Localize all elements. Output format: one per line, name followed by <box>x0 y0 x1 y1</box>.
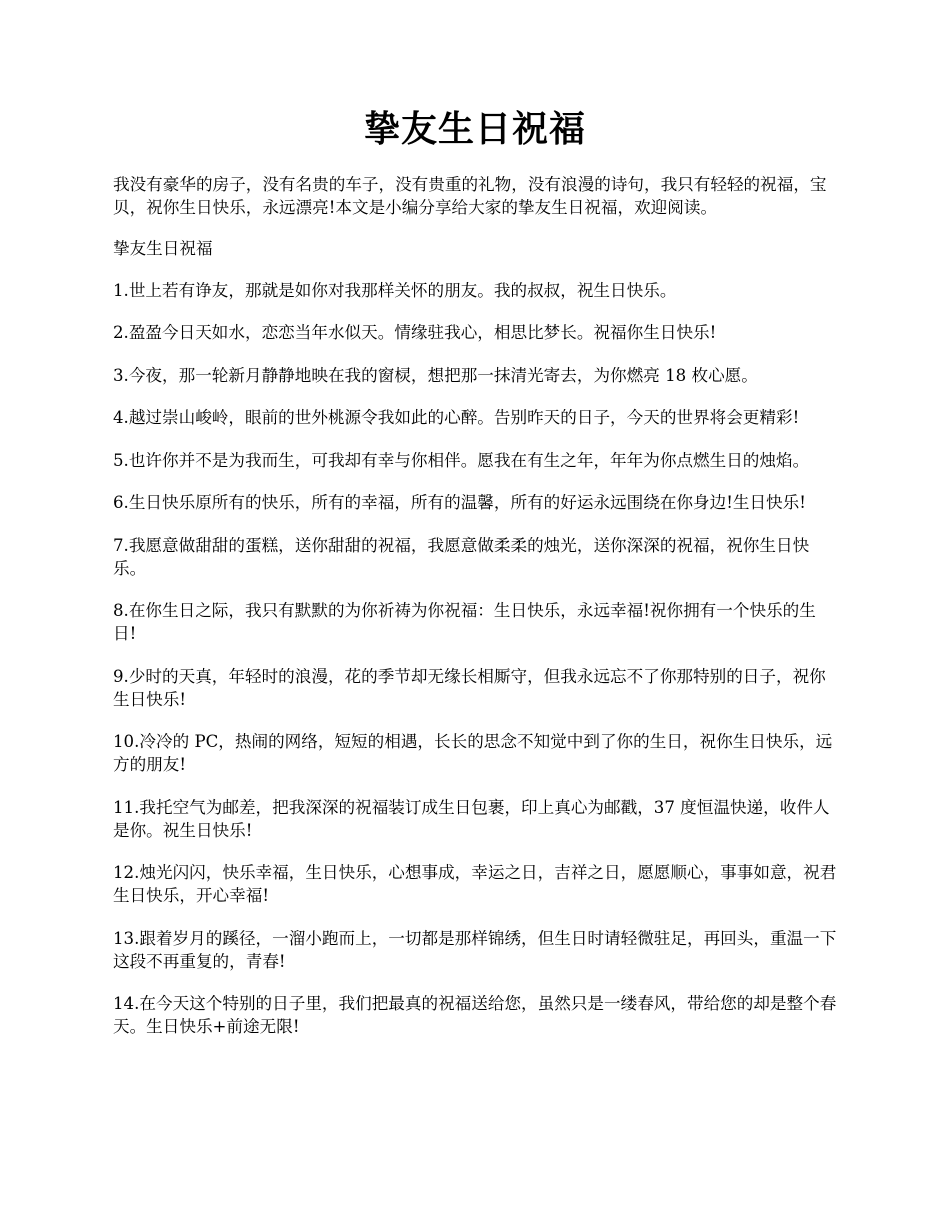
wish-item: 3.今夜，那一轮新月静静地映在我的窗棂，想把那一抹清光寄去，为你燃亮 18 枚心愿。 <box>113 365 758 385</box>
wish-item: 10.冷冷的 PC，热闹的网络，短短的相遇，长长的思念不知觉中到了你的生日，祝你生日快乐，远方的朋友! <box>113 732 833 775</box>
wish-item: 8.在你生日之际，我只有默默的为你祈祷为你祝福：生日快乐，永远幸福!祝你拥有一个快乐的生日! <box>113 601 816 644</box>
wish-item: 6.生日快乐原所有的快乐，所有的幸福，所有的温馨，所有的好运永远围绕在你身边!生日快乐! <box>113 493 806 513</box>
wish-item: 9.少时的天真，年轻时的浪漫，花的季节却无缘长相厮守，但我永远忘不了你那特别的日子，祝你生日快乐! <box>113 666 826 709</box>
wish-list <box>113 279 837 1039</box>
wish-item: 5.也许你并不是为我而生，可我却有幸与你相伴。愿我在有生之年，年年为你点燃生日的烛焰。 <box>113 450 810 470</box>
wish-item: 7.我愿意做甜甜的蛋糕，送你甜甜的祝福，我愿意做柔柔的烛光，送你深深的祝福，祝你生日快乐。 <box>113 535 810 578</box>
intro-paragraph: 我没有豪华的房子，没有名贵的车子，没有贵重的礼物，没有浪漫的诗句，我只有轻轻的祝福，宝贝，祝你生日快乐，永远漂亮!本文是小编分享给大家的挚友生日祝福，欢迎阅读。 <box>113 175 827 218</box>
wish-item: 4.越过崇山峻岭，眼前的世外桃源令我如此的心醉。告别昨天的日子，今天的世界将会更精彩! <box>113 408 800 428</box>
document-title: 挚友生日祝福 <box>363 108 586 150</box>
wish-item: 13.跟着岁月的蹊径，一溜小跑而上，一切都是那样锦绣，但生日时请轻微驻足，再回头，重温一下这段不再重复的，青春! <box>113 928 837 971</box>
wish-item: 14.在今天这个特别的日子里，我们把最真的祝福送给您，虽然只是一缕春风，带给您的却是整个春天。生日快乐+前途无限! <box>113 994 837 1037</box>
wish-item: 1.世上若有诤友，那就是如你对我那样关怀的朋友。我的叔叔，祝生日快乐。 <box>113 280 677 300</box>
wish-item: 12.烛光闪闪，快乐幸福，生日快乐，心想事成，幸运之日，吉祥之日，愿愿顺心，事事如意，祝君生日快乐，开心幸福! <box>113 863 837 906</box>
section-subheading: 挚友生日祝福 <box>113 239 213 259</box>
wish-item: 11.我托空气为邮差，把我深深的祝福装订成生日包裹，印上真心为邮戳，37 度恒温快递，收件人是你。祝生日快乐! <box>113 797 830 840</box>
wish-item: 2.盈盈今日天如水，恋恋当年水似天。情缘驻我心，相思比梦长。祝福你生日快乐! <box>113 323 717 343</box>
document-page <box>113 108 837 1038</box>
